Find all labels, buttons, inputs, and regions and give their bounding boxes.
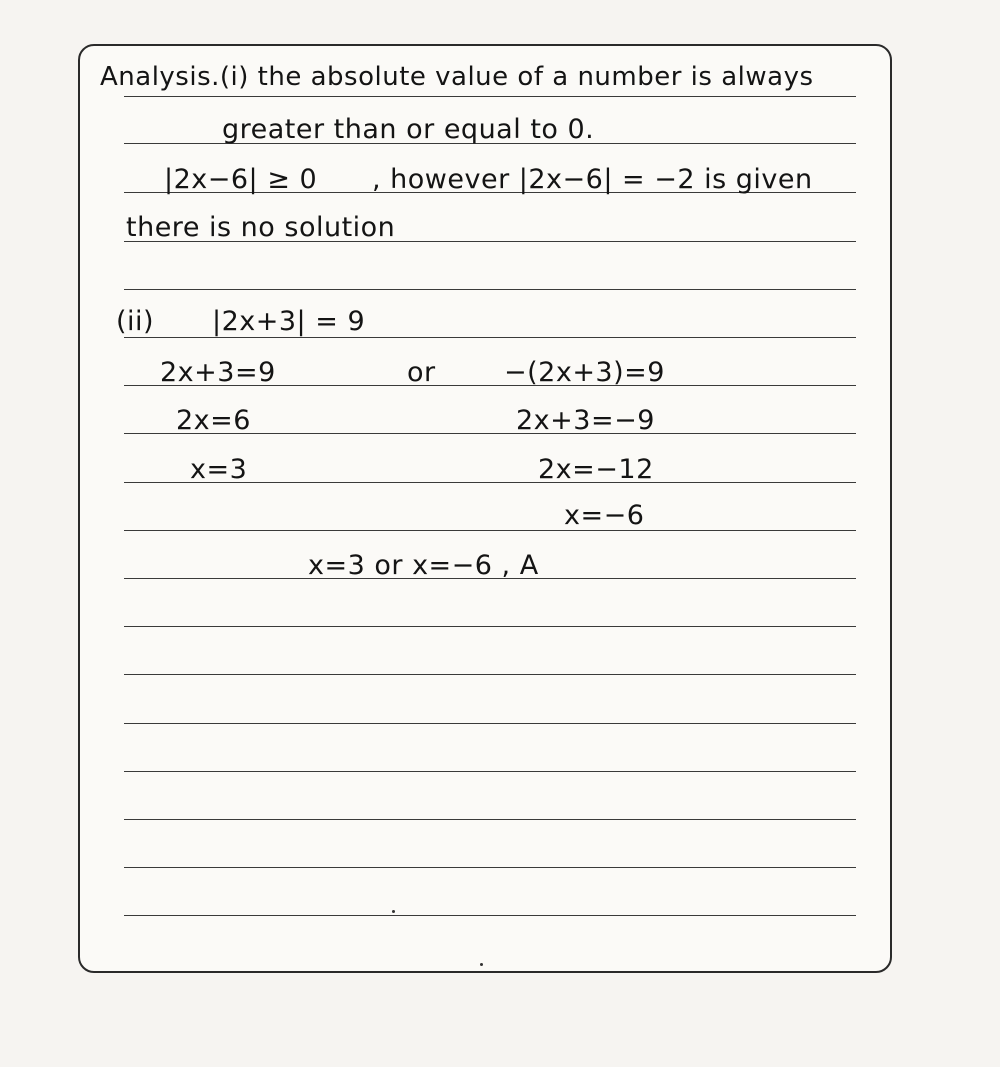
left-case-step-1: 2x+3=9 [160,357,276,388]
ruled-line [124,819,856,820]
pen-mark [392,910,395,913]
right-case-step-4: x=−6 [564,500,645,531]
left-case-step-3: x=3 [190,454,248,485]
inequality-expression: |2x−6| ≥ 0 [164,164,318,195]
left-case-step-2: 2x=6 [176,405,251,436]
analysis-line-2: greater than or equal to 0. [222,114,595,145]
ruled-line [124,626,856,627]
part-ii-label: (ii) [116,306,155,337]
part-ii-equation: |2x+3| = 9 [212,306,366,337]
pen-mark [480,963,483,966]
ruled-line [124,867,856,868]
ruled-line [124,674,856,675]
given-statement: , however |2x−6| = −2 is given [372,164,813,195]
ruled-line [124,771,856,772]
final-answer: x=3 or x=−6 , A [308,550,539,581]
ruled-line [124,723,856,724]
right-case-step-1: −(2x+3)=9 [504,357,665,388]
right-case-step-2: 2x+3=−9 [516,405,655,436]
ruled-line [124,915,856,916]
no-solution-line: there is no solution [126,212,396,243]
ruled-line [124,96,856,97]
right-case-step-3: 2x=−12 [538,454,654,485]
ruled-line [124,337,856,338]
ruled-line [124,289,856,290]
analysis-line-1: Analysis.(i) the absolute value of a number is always [100,62,814,92]
notebook-page [78,44,892,973]
case-connector: or [407,357,436,388]
ruled-line [124,530,856,531]
